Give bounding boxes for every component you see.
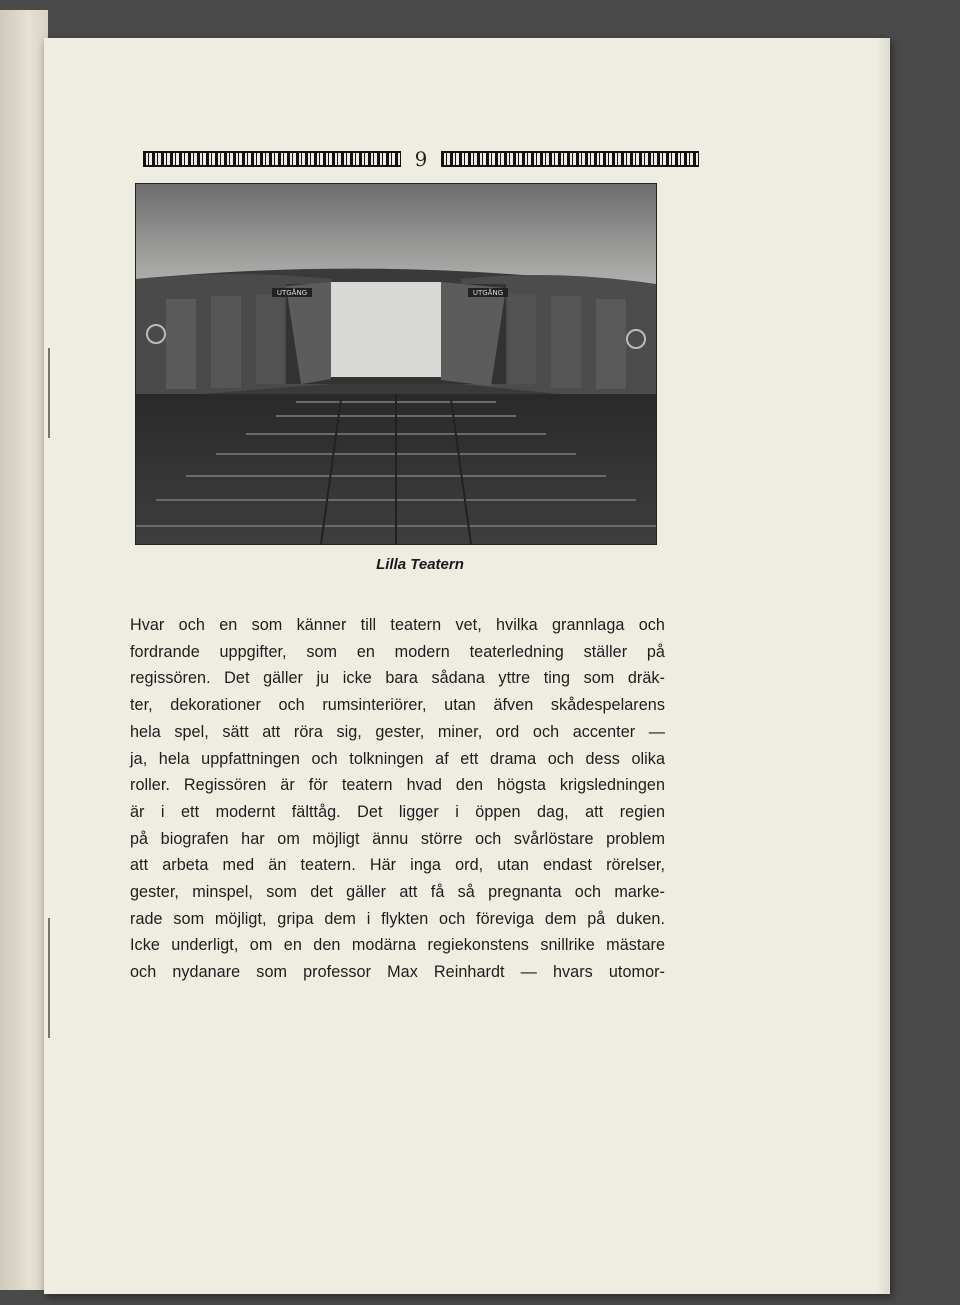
header-ornament-left [143, 151, 401, 167]
text-line: och nydanare som professor Max Reinhardt — hvars utomor- [130, 963, 665, 982]
binding-stitch [48, 348, 56, 438]
text-line: Hvar och en som känner till teatern vet, hvilka grannlaga och [130, 616, 665, 634]
text-line: att arbeta med än teatern. Här inga ord, utan endast rörelser, [130, 856, 665, 875]
binding-stitch [48, 918, 56, 1038]
text-line: regissören. Det gäller ju icke bara sådana yttre ting som dräk- [130, 669, 665, 688]
page-header [136, 145, 706, 173]
theater-interior-image [136, 184, 656, 544]
text-line: på biografen har om möjligt ännu större och svårlöstare problem [130, 829, 665, 848]
text-line: hela spel, sätt att röra sig, gester, miner, ord och accenter — [130, 722, 665, 741]
text-line: gester, minspel, som det gäller att få så pregnanta och marke- [130, 883, 665, 902]
theater-photograph [135, 183, 657, 545]
page-number: 9 [414, 147, 428, 171]
text-line: är i ett modernt fälttåg. Det ligger i öppen dag, att regien [130, 802, 665, 821]
header-ornament-right [441, 151, 699, 167]
photo-caption: Lilla Teatern [376, 556, 464, 573]
exit-sign: UTGÅNG [472, 289, 504, 297]
text-line: rade som möjligt, gripa dem i flykten och föreviga dem på duken. [130, 909, 665, 928]
text-line: roller. Regissören är för teatern hvad den högsta krigsledningen [130, 776, 665, 795]
text-line: ja, hela uppfattningen och tolkningen af ett drama och dess olika [130, 749, 665, 768]
text-line: ter, dekorationer och rumsinteriörer, utan äfven skådespelarens [130, 696, 665, 715]
text-line: fordrande uppgifter, som en modern teaterledning ställer på [130, 642, 665, 661]
body-paragraph [130, 612, 665, 986]
exit-sign: UTGÅNG [276, 289, 308, 297]
text-line: Icke underligt, om en den modärna regiekonstens snillrike mästare [130, 936, 665, 955]
previous-page-edge [0, 10, 48, 1290]
